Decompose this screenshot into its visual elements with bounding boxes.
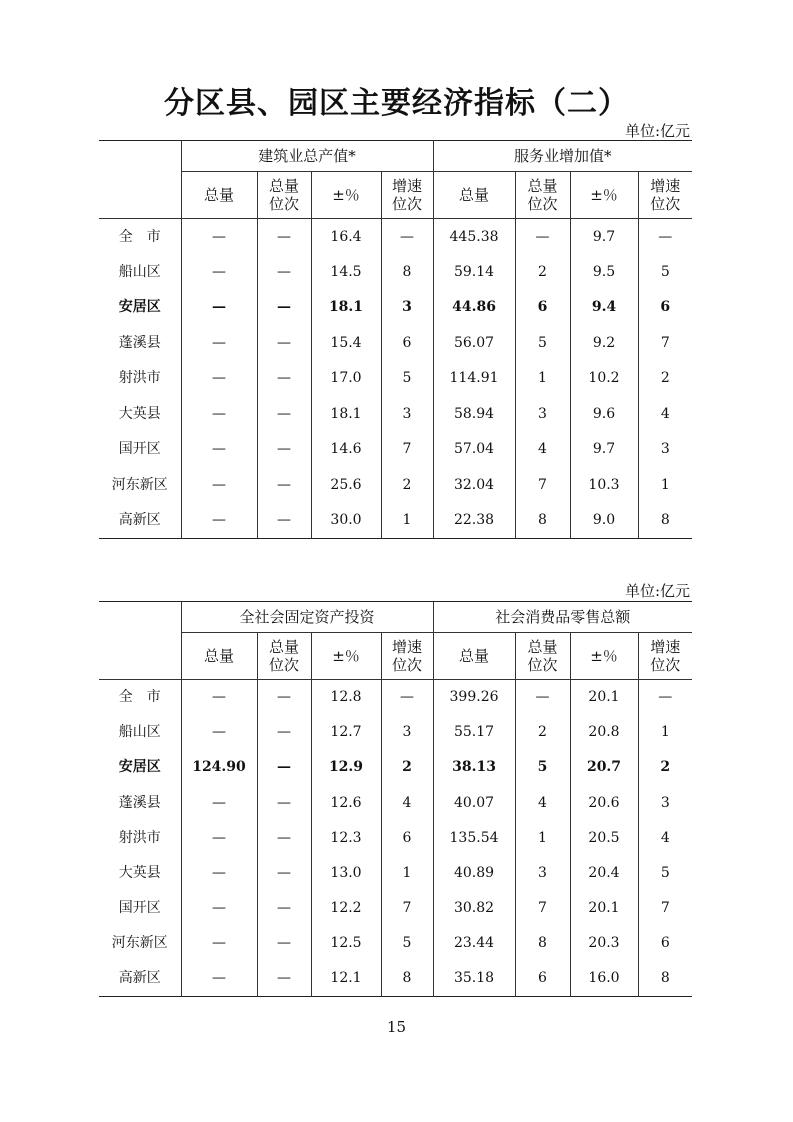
table-cell: 2: [515, 254, 570, 290]
row-name: 大英县: [118, 405, 161, 422]
table-cell: 2: [638, 750, 692, 785]
col-total-rank: 总量 位次: [515, 633, 570, 680]
table-cell: 2: [638, 361, 692, 397]
table-row: [99, 855, 692, 890]
row-name: 河东新区: [111, 476, 168, 493]
table-cell: 445.38: [433, 219, 515, 255]
table-cell: 9.0: [570, 503, 638, 539]
col-pct: ±％: [311, 172, 381, 219]
table-cell: 1: [515, 361, 570, 397]
table-cell: 6: [638, 926, 692, 961]
row-name: 国开区: [118, 441, 161, 458]
table-cell: 399.26: [433, 680, 515, 715]
row-name: 国开区: [118, 900, 161, 917]
row-name: 船山区: [118, 724, 161, 741]
table-row: [99, 467, 692, 503]
table-cell: 3: [381, 396, 433, 432]
table-cell: 17.0: [311, 361, 381, 397]
table-cell: 23.44: [433, 926, 515, 961]
table-cell: 3: [381, 715, 433, 750]
table-cell: —: [257, 926, 311, 961]
table-cell: —: [181, 254, 257, 290]
row-name: 大英县: [118, 865, 161, 882]
table-row: [99, 891, 692, 926]
table-row: [99, 361, 692, 397]
unit-label-1: 单位:亿元: [624, 122, 690, 140]
table-cell: —: [181, 680, 257, 715]
unit-label-2: 单位:亿元: [624, 582, 690, 600]
table-cell: 2: [381, 467, 433, 503]
table-cell: 13.0: [311, 855, 381, 890]
row-name: 蓬溪县: [118, 334, 161, 351]
table-cell: 18.1: [311, 290, 381, 326]
table-cell: 14.6: [311, 432, 381, 468]
table-cell: 5: [381, 361, 433, 397]
table-cell: —: [257, 961, 311, 996]
table-body: [99, 680, 692, 997]
table-cell: —: [257, 396, 311, 432]
table-cell: 4: [638, 820, 692, 855]
table-cell: —: [257, 219, 311, 255]
group-header-services: 服务业增加值*: [433, 141, 692, 172]
table-cell: 10.3: [570, 467, 638, 503]
row-name: 河东新区: [111, 935, 168, 952]
table-row: [99, 432, 692, 468]
table-cell: 12.3: [311, 820, 381, 855]
table-cell: 55.17: [433, 715, 515, 750]
table-cell: 4: [515, 432, 570, 468]
table-cell: 1: [381, 855, 433, 890]
col-total-rank: 总量 位次: [257, 633, 311, 680]
row-label-header: [99, 141, 181, 219]
table-cell: —: [257, 325, 311, 361]
group-header-retail: 社会消费品零售总额: [433, 602, 692, 633]
table-cell: 5: [638, 855, 692, 890]
table-cell: —: [257, 361, 311, 397]
table-cell: —: [257, 855, 311, 890]
table-cell: 12.8: [311, 680, 381, 715]
table-cell: —: [181, 891, 257, 926]
col-speed-rank: 增速 位次: [381, 633, 433, 680]
table-cell: 6: [638, 290, 692, 326]
table-cell: 8: [381, 254, 433, 290]
table-cell: —: [515, 219, 570, 255]
table-cell: 32.04: [433, 467, 515, 503]
table-cell: 8: [515, 503, 570, 539]
table-cell: —: [257, 750, 311, 785]
table-cell: 3: [515, 855, 570, 890]
table-cell: 10.2: [570, 361, 638, 397]
table-row: [99, 926, 692, 961]
table-cell: —: [181, 820, 257, 855]
table-cell: 40.89: [433, 855, 515, 890]
col-total: 总量: [181, 633, 257, 680]
table-cell: 5: [381, 926, 433, 961]
table-cell: —: [257, 820, 311, 855]
table-cell: 5: [515, 750, 570, 785]
table-row: [99, 290, 692, 326]
table-row: [99, 219, 692, 255]
table-cell: —: [181, 361, 257, 397]
table-cell: 16.4: [311, 219, 381, 255]
table-cell: —: [257, 785, 311, 820]
table-cell: —: [181, 503, 257, 539]
table-cell: 56.07: [433, 325, 515, 361]
row-name: 射洪市: [118, 829, 161, 846]
table-cell: 25.6: [311, 467, 381, 503]
table-row: [99, 961, 692, 996]
table-cell: 12.2: [311, 891, 381, 926]
row-name: 安居区: [118, 299, 161, 316]
table-cell: —: [257, 290, 311, 326]
table-cell: —: [181, 467, 257, 503]
table-cell: 135.54: [433, 820, 515, 855]
table-cell: 9.4: [570, 290, 638, 326]
table-cell: 14.5: [311, 254, 381, 290]
row-name: 全 市: [118, 228, 161, 245]
table-row: [99, 680, 692, 715]
table-cell: 12.1: [311, 961, 381, 996]
table-cell: —: [638, 219, 692, 255]
row-name: 蓬溪县: [118, 794, 161, 811]
row-name: 安居区: [118, 759, 161, 776]
col-pct: ±％: [570, 172, 638, 219]
table-cell: 20.6: [570, 785, 638, 820]
table-row: [99, 254, 692, 290]
table-cell: 2: [381, 750, 433, 785]
table-cell: —: [638, 680, 692, 715]
table-cell: 59.14: [433, 254, 515, 290]
table-cell: 3: [638, 785, 692, 820]
table-cell: 8: [638, 503, 692, 539]
table-cell: 7: [638, 891, 692, 926]
table-cell: 1: [515, 820, 570, 855]
table-cell: —: [181, 855, 257, 890]
table-cell: 20.8: [570, 715, 638, 750]
table-cell: 1: [638, 467, 692, 503]
table-cell: 4: [638, 396, 692, 432]
col-speed-rank: 增速 位次: [638, 172, 692, 219]
table-row: [99, 503, 692, 539]
row-name: 船山区: [118, 263, 161, 280]
table-cell: 12.9: [311, 750, 381, 785]
table-cell: 124.90: [181, 750, 257, 785]
table-cell: —: [181, 396, 257, 432]
table-cell: 15.4: [311, 325, 381, 361]
row-name: 高新区: [118, 970, 161, 987]
table-construction-services: [99, 140, 692, 539]
table-row: [99, 325, 692, 361]
col-pct: ±％: [570, 633, 638, 680]
table-cell: 1: [381, 503, 433, 539]
table-cell: 7: [381, 432, 433, 468]
table-cell: 40.07: [433, 785, 515, 820]
table-cell: 4: [381, 785, 433, 820]
group-header-investment: 全社会固定资产投资: [181, 602, 433, 633]
table-row: [99, 396, 692, 432]
table-cell: 20.4: [570, 855, 638, 890]
table-cell: 35.18: [433, 961, 515, 996]
table-row: [99, 820, 692, 855]
row-name: 全 市: [118, 689, 161, 706]
table-row: [99, 750, 692, 785]
table-cell: 2: [515, 715, 570, 750]
table-cell: —: [181, 715, 257, 750]
table-cell: —: [381, 680, 433, 715]
col-total: 总量: [181, 172, 257, 219]
table-cell: 9.7: [570, 432, 638, 468]
row-name: 高新区: [118, 512, 161, 528]
table-cell: —: [181, 926, 257, 961]
table-investment-retail: [99, 601, 692, 997]
table-cell: 12.7: [311, 715, 381, 750]
col-total: 总量: [433, 633, 515, 680]
col-total: 总量: [433, 172, 515, 219]
table-cell: 7: [515, 467, 570, 503]
table-cell: 6: [381, 820, 433, 855]
table-cell: —: [257, 432, 311, 468]
table-cell: —: [257, 891, 311, 926]
table-cell: 9.5: [570, 254, 638, 290]
table-cell: —: [181, 961, 257, 996]
table-cell: 7: [515, 891, 570, 926]
table-cell: 1: [638, 715, 692, 750]
table-cell: 58.94: [433, 396, 515, 432]
table-cell: 38.13: [433, 750, 515, 785]
table-cell: 30.0: [311, 503, 381, 539]
table-row: [99, 785, 692, 820]
col-total-rank: 总量 位次: [515, 172, 570, 219]
table-cell: 6: [515, 961, 570, 996]
table-cell: 8: [638, 961, 692, 996]
table-cell: 20.5: [570, 820, 638, 855]
table-cell: 12.5: [311, 926, 381, 961]
table-cell: 114.91: [433, 361, 515, 397]
col-total-rank: 总量 位次: [257, 172, 311, 219]
table-cell: —: [181, 432, 257, 468]
table-cell: —: [257, 715, 311, 750]
table-cell: 8: [515, 926, 570, 961]
table-cell: 5: [515, 325, 570, 361]
table-cell: 6: [381, 325, 433, 361]
table-cell: 4: [515, 785, 570, 820]
group-header-construction: 建筑业总产值*: [181, 141, 433, 172]
table-cell: 20.7: [570, 750, 638, 785]
row-label-header: [99, 602, 181, 680]
table-cell: —: [515, 680, 570, 715]
table-cell: —: [257, 467, 311, 503]
col-pct: ±％: [311, 633, 381, 680]
table-cell: 16.0: [570, 961, 638, 996]
col-speed-rank: 增速 位次: [381, 172, 433, 219]
table-row: [99, 715, 692, 750]
page-title: 分区县、园区主要经济指标（二）: [164, 86, 629, 121]
table-cell: 8: [381, 961, 433, 996]
table-cell: 9.2: [570, 325, 638, 361]
table-cell: —: [181, 219, 257, 255]
table-cell: —: [257, 503, 311, 539]
table-cell: —: [181, 785, 257, 820]
row-name: 射洪市: [118, 370, 161, 387]
table-cell: 22.38: [433, 503, 515, 539]
table-cell: 44.86: [433, 290, 515, 326]
table-cell: 3: [381, 290, 433, 326]
table-cell: 7: [381, 891, 433, 926]
table-cell: 6: [515, 290, 570, 326]
table-cell: —: [181, 325, 257, 361]
page-number: 15: [386, 1018, 407, 1036]
table-cell: 3: [638, 432, 692, 468]
table-cell: 20.3: [570, 926, 638, 961]
table-cell: 3: [515, 396, 570, 432]
table-cell: —: [381, 219, 433, 255]
table-cell: 9.6: [570, 396, 638, 432]
table-cell: 20.1: [570, 891, 638, 926]
table-cell: 7: [638, 325, 692, 361]
table-cell: 9.7: [570, 219, 638, 255]
table-cell: 12.6: [311, 785, 381, 820]
table-cell: —: [257, 680, 311, 715]
table-cell: —: [257, 254, 311, 290]
table-cell: 57.04: [433, 432, 515, 468]
table-cell: 30.82: [433, 891, 515, 926]
table-cell: 18.1: [311, 396, 381, 432]
table-body: [99, 219, 692, 539]
col-speed-rank: 增速 位次: [638, 633, 692, 680]
table-cell: 20.1: [570, 680, 638, 715]
table-cell: —: [181, 290, 257, 326]
table-cell: 5: [638, 254, 692, 290]
